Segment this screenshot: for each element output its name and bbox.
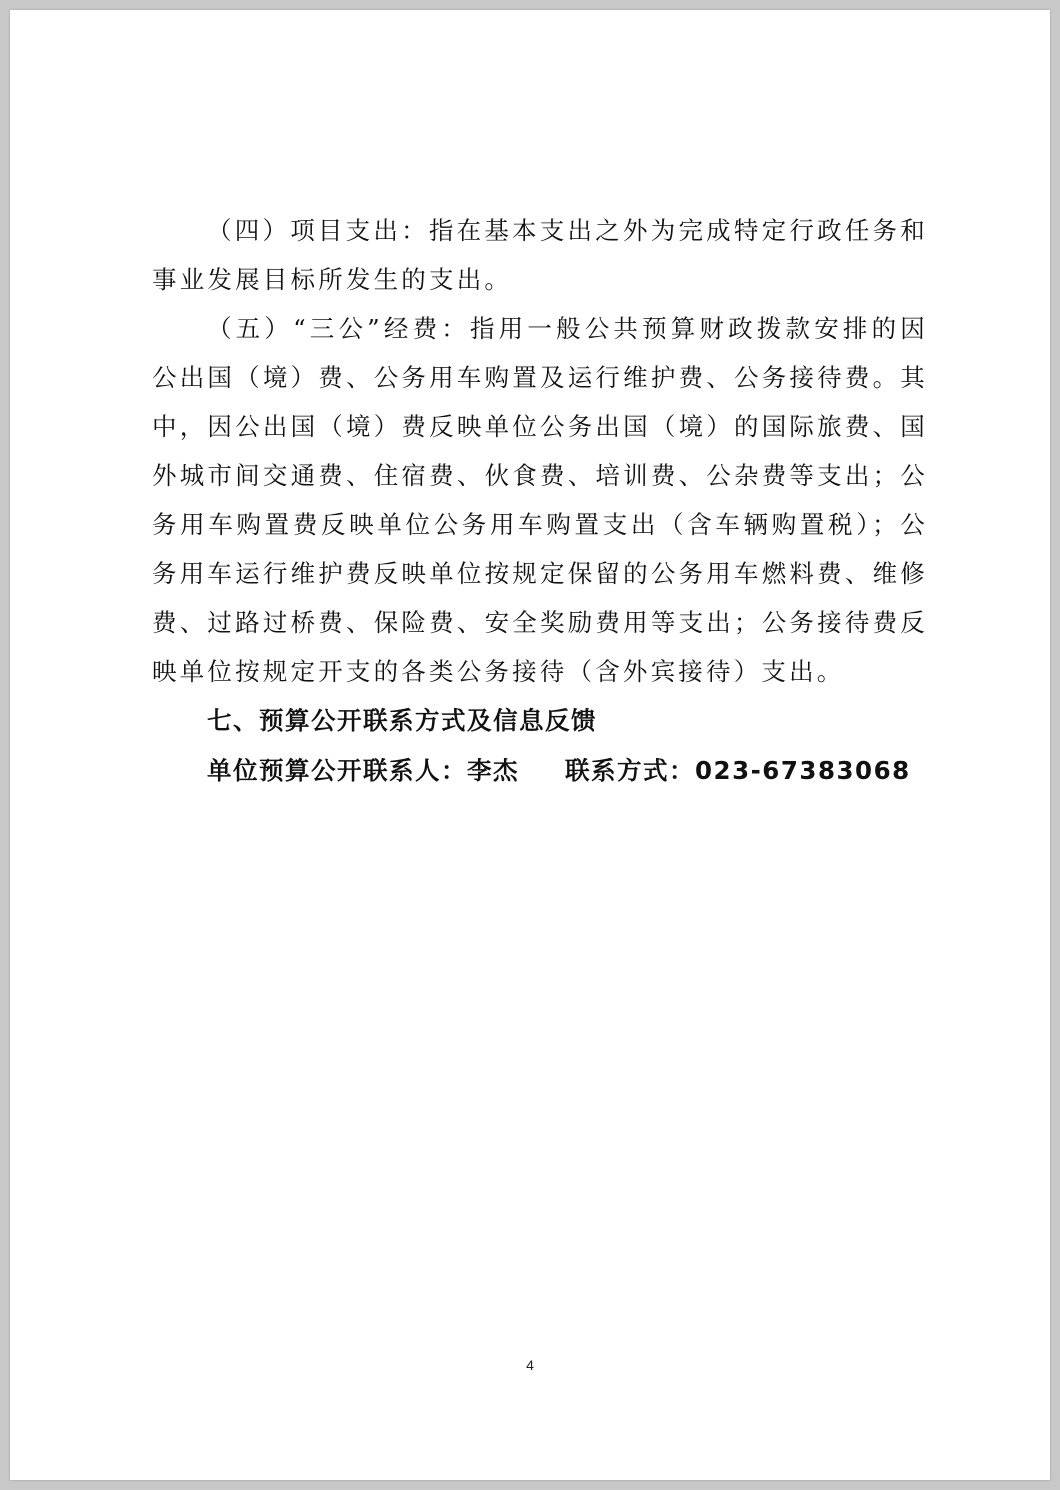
paragraph-three-public-expenses: （五）“三公”经费：指用一般公共预算财政拨款安排的因公出国（境）费、公务用车购置及运行维护费、公务接待费。其中，因公出国（境）费反映单位公务出国（境）的国际旅费、国外城市间交通费、住宿费、伙食费、培训费、公杂费等支出；公务用车购置费反映单位公务用车购置支出（含车辆购置税）；公务用车运行维护费反映单位按规定保留的公务用车燃料费、维修费、过路过桥费、保险费、安全奖励费用等支出；公务接待费反映单位按规定开支的各类公务接待（含外宾接待）支出。	[152, 314, 928, 686]
document-page	[10, 10, 1050, 1480]
contact-person-label: 单位预算公开联系人：	[207, 756, 467, 785]
contact-person-name: 李杰	[467, 756, 519, 785]
contact-method-label: 联系方式：	[565, 756, 695, 785]
paragraph-project-expenditure: （四）项目支出：指在基本支出之外为完成特定行政任务和事业发展目标所发生的支出。	[152, 216, 928, 294]
page-content	[152, 206, 928, 796]
section-heading: 七、预算公开联系方式及信息反馈	[207, 706, 597, 735]
page-number: 4	[526, 1357, 534, 1373]
contact-phone: 023-67383068	[695, 756, 911, 785]
contact-line	[152, 746, 928, 796]
